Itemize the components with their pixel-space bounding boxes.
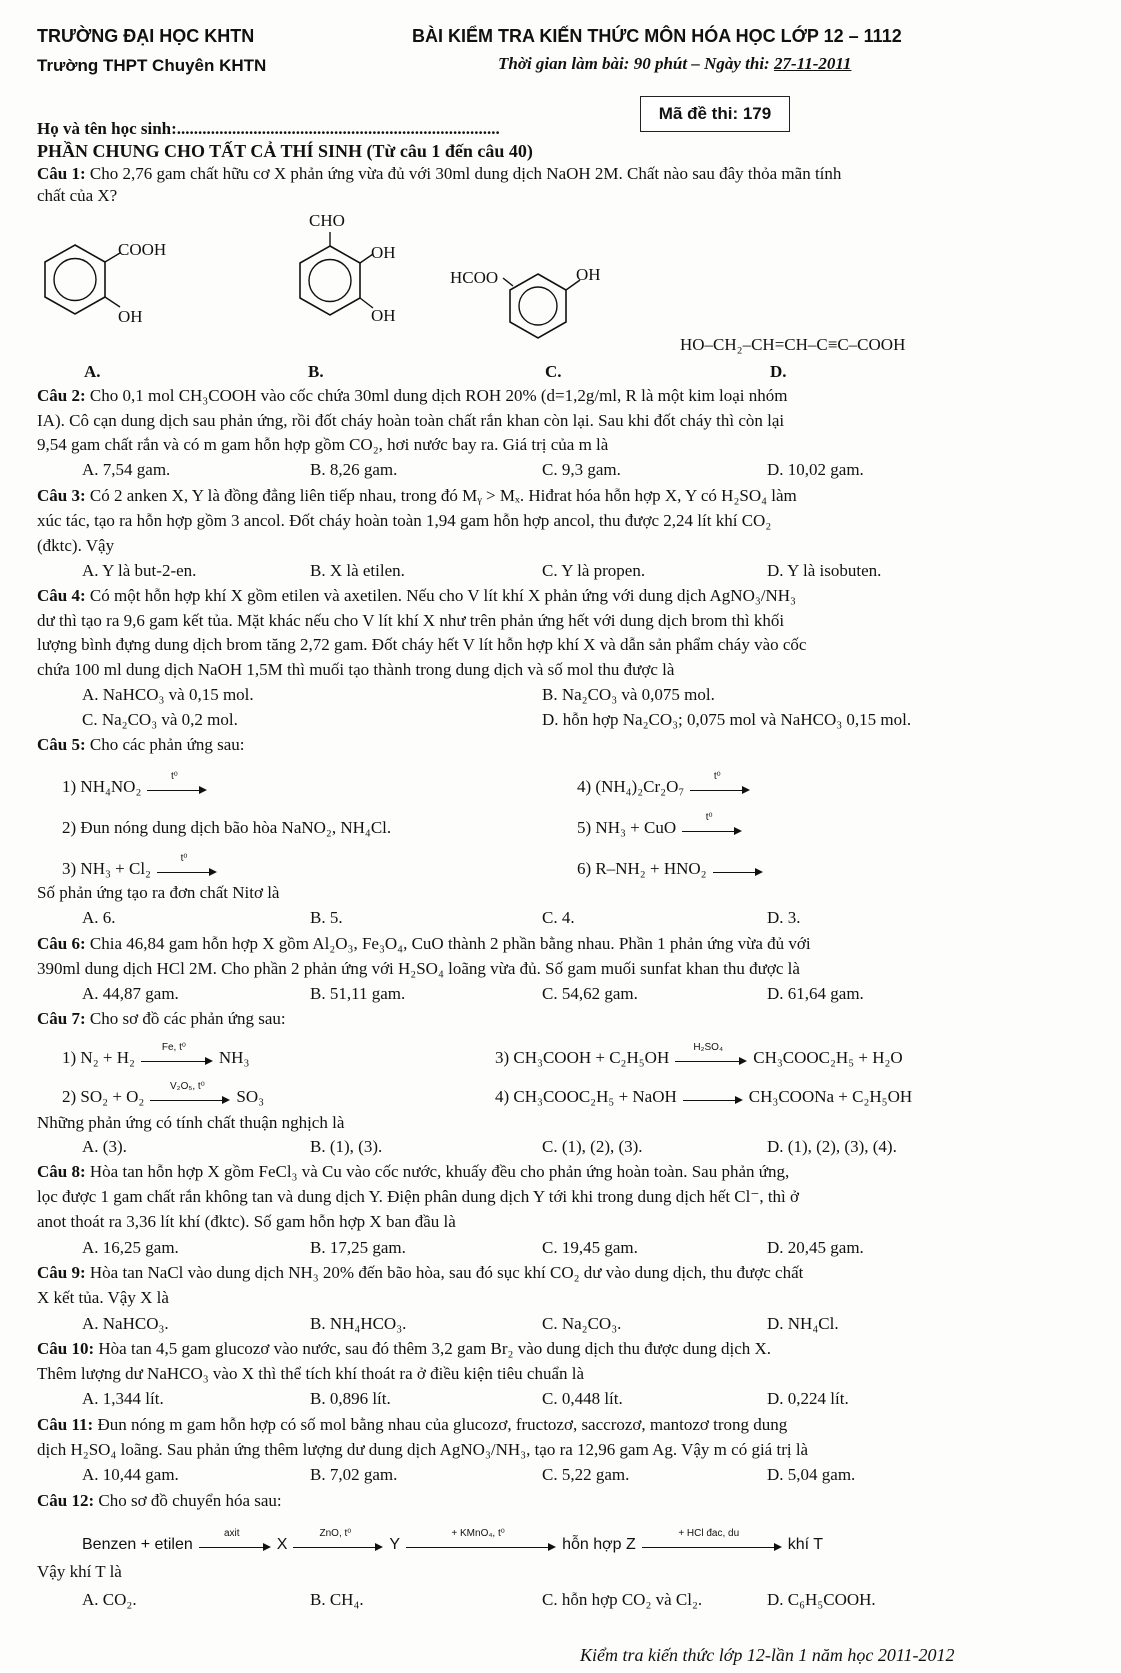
q12-opt-d[interactable]: D. C₆H₅COOH.	[767, 1590, 876, 1609]
q2-opt-c[interactable]: C. 9,3 gam.	[542, 460, 621, 479]
q7-line1	[37, 1008, 1087, 1029]
q9-opt-b[interactable]: B. NH₄HCO₃.	[310, 1314, 407, 1333]
q4-line2: dư thì tạo ra 9,6 gam kết tủa. Mặt khác nếu cho V lít khí X như trên phản ứng hết với dung dịch brom thì khối	[37, 611, 785, 630]
q1-text: Cho 2,76 gam chất hữu cơ X phản ứng vừa đủ với 30ml dung dịch NaOH 2M. Chất nào sau đây thỏa mãn tính	[85, 164, 842, 183]
q2-label: Câu 2:	[37, 386, 86, 405]
a-group-oh: OH	[118, 307, 143, 326]
q3-line2: xúc tác, tạo ra hỗn hợp gồm 3 ancol. Đốt cháy hoàn toàn 1,94 gam hỗn hợp ancol, thu được 2,24 lít khí CO₂	[37, 511, 772, 530]
arrow-cond: H₂SO₄	[693, 1042, 724, 1054]
q11-opt-a[interactable]: A. 10,44 gam.	[82, 1465, 179, 1484]
q3-label: Câu 3:	[37, 486, 86, 505]
q3-opt-c[interactable]: C. Y là propen.	[542, 561, 646, 580]
q7-r2-lhs: 2) SO₂ + O₂	[62, 1087, 145, 1106]
q4-text: Có một hỗn hợp khí X gồm etilen và axetilen. Nếu cho V lít khí X phản ứng với dung dịch AgNO₃/NH₃	[85, 586, 796, 605]
arrow-icon	[713, 863, 763, 877]
q3-line3: (đktc). Vậy	[37, 536, 115, 555]
q4-opt-c[interactable]: C. Na₂CO₃ và 0,2 mol.	[82, 710, 238, 729]
q5-line1	[37, 734, 1087, 755]
b-group-oh2: OH	[371, 306, 396, 325]
q7-label: Câu 7:	[37, 1009, 86, 1028]
q2-opt-b[interactable]: B. 8,26 gam.	[310, 460, 398, 479]
q3-opt-d[interactable]: D. Y là isobuten.	[767, 561, 882, 580]
q2-text: Cho 0,1 mol CH₃COOH vào cốc chứa 30ml dung dịch ROH 20% (d=1,2g/ml, R là một kim loại nhóm	[85, 386, 788, 405]
q12-opt-b[interactable]: B. CH₄.	[310, 1590, 364, 1609]
q6-opt-c[interactable]: C. 54,62 gam.	[542, 984, 638, 1003]
q5-label: Câu 5:	[37, 735, 86, 754]
q7-r1-rhs: NH₃	[218, 1048, 250, 1067]
q7-r4-rhs: CH₃COONa + C₂H₅OH	[748, 1087, 913, 1106]
structure-d: HO–CH₂–CH=CH–C≡C–COOH	[680, 335, 906, 354]
arrow-cond: + KMnO₄, t⁰	[451, 1527, 505, 1539]
q7-r2-rhs: SO₃	[236, 1087, 265, 1106]
q10-opt-a[interactable]: A. 1,344 lít.	[82, 1389, 164, 1408]
arrow-cond: V₂O₅, t⁰	[170, 1081, 205, 1093]
q10-line1	[37, 1338, 1087, 1359]
arrow-cond: t⁰	[713, 771, 721, 783]
q7-r3-rhs: CH₃COOC₂H₅ + H₂O	[753, 1048, 903, 1067]
q5-opt-b[interactable]: B. 5.	[310, 908, 343, 927]
q7-r3-lhs: 3) CH₃COOH + C₂H₅OH	[495, 1048, 670, 1067]
q4-opt-b[interactable]: B. Na₂CO₃ và 0,075 mol.	[542, 685, 715, 704]
q2-line1	[37, 385, 1087, 406]
q2-opt-d[interactable]: D. 10,02 gam.	[767, 460, 864, 479]
q12-opt-c[interactable]: C. hỗn hợp CO₂ và Cl₂.	[542, 1590, 703, 1609]
q8-line1	[37, 1161, 1087, 1182]
q2-line3: 9,54 gam chất rắn và có m gam hỗn hợp gồm CO₂, hơi nước bay ra. Giá trị của m là	[37, 435, 609, 454]
q8-opt-b[interactable]: B. 17,25 gam.	[310, 1238, 406, 1257]
q10-opt-d[interactable]: D. 0,224 lít.	[767, 1389, 849, 1408]
q7-reaction-4	[495, 1086, 912, 1107]
arrow-icon	[147, 771, 207, 795]
q11-text: Đun nóng m gam hỗn hợp có số mol bằng nhau của glucozơ, fructozơ, saccrozơ, mantozơ trong dung	[93, 1415, 788, 1434]
q7-r1-lhs: 1) N₂ + H₂	[62, 1048, 135, 1067]
arrow-icon	[406, 1527, 556, 1552]
q6-text: Chia 46,84 gam hỗn hợp X gồm Al₂O₃, Fe₃O₄, CuO thành 2 phần bằng nhau. Phần 1 phản ứng vừa đủ với	[85, 934, 811, 953]
q6-opt-d[interactable]: D. 61,64 gam.	[767, 984, 864, 1003]
q7-opt-b[interactable]: B. (1), (3).	[310, 1137, 383, 1156]
arrow-icon	[690, 771, 750, 795]
q8-line2: lọc được 1 gam chất rắn không tan và dung dịch Y. Điện phân dung dịch Y tới khi trong dung dịch hết Cl⁻, thì ở	[37, 1187, 800, 1206]
q5-r5-text: 5) NH₃ + CuO	[577, 818, 677, 837]
q5-opt-c[interactable]: C. 4.	[542, 908, 575, 927]
q1-label: Câu 1:	[37, 164, 86, 183]
exam-code-box: Mã đề thi: 179	[640, 96, 790, 132]
arrow-cond: t⁰	[180, 853, 188, 865]
q6-line2: 390ml dung dịch HCl 2M. Cho phần 2 phản ứng với H₂SO₄ loãng vừa đủ. Số gam muối sunfat khan thu được là	[37, 959, 800, 978]
q10-line2: Thêm lượng dư NaHCO₃ vào X thì thể tích khí thoát ra ở điều kiện tiêu chuẩn là	[37, 1364, 585, 1383]
q8-opt-a[interactable]: A. 16,25 gam.	[82, 1238, 179, 1257]
q10-opt-c[interactable]: C. 0,448 lít.	[542, 1389, 623, 1408]
q7-text: Cho sơ đồ các phản ứng sau:	[85, 1009, 286, 1028]
q4-line3: lượng bình đựng dung dịch brom tăng 2,72 gam. Đốt cháy hết V lít hỗn hợp khí X và dẫn sản phẩm cháy vào cốc	[37, 635, 807, 654]
q1-opt-a[interactable]: A.	[84, 362, 101, 381]
scheme-start: Benzen + etilen	[82, 1536, 193, 1553]
q6-opt-a[interactable]: A. 44,87 gam.	[82, 984, 179, 1003]
q5-text: Cho các phản ứng sau:	[85, 735, 245, 754]
q4-opt-d[interactable]: D. hỗn hợp Na₂CO₃; 0,075 mol và NaHCO₃ 0,15 mol.	[542, 710, 912, 729]
q9-line2: X kết tủa. Vậy X là	[37, 1288, 169, 1307]
q8-opt-c[interactable]: C. 19,45 gam.	[542, 1238, 638, 1257]
structure-c	[448, 258, 678, 368]
q5-opt-a[interactable]: A. 6.	[82, 908, 116, 927]
exam-date: 27-11-2011	[773, 54, 852, 73]
q2-opt-a[interactable]: A. 7,54 gam.	[82, 460, 171, 479]
q5-reaction-1	[62, 771, 213, 797]
q8-line3: anot thoát ra 3,36 lít khí (đktc). Số gam hỗn hợp X ban đầu là	[37, 1212, 456, 1231]
q4-opt-a[interactable]: A. NaHCO₃ và 0,15 mol.	[82, 685, 254, 704]
q11-opt-b[interactable]: B. 7,02 gam.	[310, 1465, 398, 1484]
scheme-y: Y	[389, 1536, 401, 1553]
b-group-cho: CHO	[309, 211, 345, 230]
q5-opt-d[interactable]: D. 3.	[767, 908, 801, 927]
q9-opt-a[interactable]: A. NaHCO₃.	[82, 1314, 169, 1333]
exam-time	[498, 53, 851, 74]
q7-reaction-3	[495, 1042, 903, 1068]
b-group-oh1: OH	[371, 243, 396, 262]
structure-a	[30, 235, 230, 355]
q7-opt-a[interactable]: A. (3).	[82, 1137, 127, 1156]
arrow-icon	[141, 1042, 213, 1066]
arrow-cond: t⁰	[705, 812, 713, 824]
q6-opt-b[interactable]: B. 51,11 gam.	[310, 984, 406, 1003]
q11-opt-c[interactable]: C. 5,22 gam.	[542, 1465, 630, 1484]
arrow-cond: Fe, t⁰	[161, 1042, 186, 1054]
q4-line1	[37, 585, 1087, 606]
q1-opt-d[interactable]: D.	[770, 362, 787, 381]
q5-r3-text: 3) NH₃ + Cl₂	[62, 859, 151, 878]
q9-line1	[37, 1262, 1087, 1283]
q12-scheme	[82, 1527, 824, 1555]
q7-opt-c[interactable]: C. (1), (2), (3).	[542, 1137, 643, 1156]
q5-reaction-4	[577, 771, 756, 797]
arrow-icon	[642, 1527, 782, 1552]
arrow-icon	[683, 1091, 743, 1105]
scheme-z: hỗn hợp Z	[562, 1536, 636, 1553]
q8-opt-d[interactable]: D. 20,45 gam.	[767, 1238, 864, 1257]
q10-text: Hòa tan 4,5 gam glucozơ vào nước, sau đó thêm 3,2 gam Br₂ vào dung dịch thu được dung dịch X.	[94, 1339, 772, 1358]
subschool-name: Trường THPT Chuyên KHTN	[37, 56, 267, 75]
q9-opt-d[interactable]: D. NH₄Cl.	[767, 1314, 839, 1333]
structure-b	[285, 208, 455, 358]
q6-line1	[37, 933, 1087, 954]
q12-label: Câu 12:	[37, 1491, 95, 1510]
q12-text: Cho sơ đồ chuyển hóa sau:	[94, 1491, 282, 1510]
q8-text: Hòa tan hỗn hợp X gồm FeCl₃ và Cu vào cốc nước, khuấy đều cho phản ứng hoàn toàn. Sau phản ứng,	[85, 1162, 790, 1181]
exam-title: BÀI KIỂM TRA KIẾN THỨC MÔN HÓA HỌC LỚP 12 – 1112	[412, 26, 902, 46]
q5-reaction-5	[577, 812, 748, 838]
q11-label: Câu 11:	[37, 1415, 94, 1434]
q7-reaction-1	[62, 1042, 250, 1068]
page-footer: Kiểm tra kiến thức lớp 12-lần 1 năm học 2011-2012	[580, 1645, 955, 1665]
q3-text: Có 2 anken X, Y là đồng đẳng liên tiếp nhau, trong đó Mᵧ > Mₓ. Hiđrat hóa hỗn hợp X, Y có H₂SO₄ làm	[85, 486, 797, 505]
scheme-x: X	[276, 1536, 288, 1553]
c-group-oh: OH	[576, 265, 601, 284]
a-group-cooh: COOH	[118, 240, 167, 259]
arrow-icon	[675, 1042, 747, 1066]
q7-opt-d[interactable]: D. (1), (2), (3), (4).	[767, 1137, 897, 1156]
arrow-icon	[199, 1527, 271, 1552]
q9-text: Hòa tan NaCl vào dung dịch NH₃ 20% đến bão hòa, sau đó sục khí CO₂ dư vào dung dịch, thu được chất	[85, 1263, 804, 1282]
q3-opt-b[interactable]: B. X là etilen.	[310, 561, 405, 580]
q10-opt-b[interactable]: B. 0,896 lít.	[310, 1389, 391, 1408]
q1-opt-c[interactable]: C.	[545, 362, 562, 381]
q1-line1	[37, 163, 1087, 184]
scheme-t: khí T	[787, 1536, 824, 1553]
q4-label: Câu 4:	[37, 586, 86, 605]
arrow-icon	[150, 1081, 230, 1105]
arrow-icon	[293, 1527, 383, 1552]
q6-label: Câu 6:	[37, 934, 86, 953]
q1-line2: chất của X?	[37, 186, 118, 205]
q5-r4-text: 4) (NH₄)₂Cr₂O₇	[577, 777, 685, 796]
arrow-cond: + HCl đac, du	[678, 1527, 740, 1539]
q12-line2: Vậy khí T là	[37, 1562, 122, 1581]
q4-line4: chứa 100 ml dung dịch NaOH 1,5M thì muối tạo thành trong dung dịch và số mol thu được là	[37, 660, 675, 679]
q11-line1	[37, 1414, 1087, 1435]
q11-line2: dịch H₂SO₄ loãng. Sau phản ứng thêm lượng dư dung dịch AgNO₃/NH₃, tạo ra 12,96 gam Ag. Vậy m có giá trị là	[37, 1440, 809, 1459]
q3-opt-a[interactable]: A. Y là but-2-en.	[82, 561, 197, 580]
arrow-icon	[157, 853, 217, 877]
q5-r1-text: 1) NH₄NO₂	[62, 777, 142, 796]
q10-label: Câu 10:	[37, 1339, 95, 1358]
time-text: Thời gian làm bài: 90 phút – Ngày thi:	[498, 54, 774, 73]
student-name-line: Họ và tên học sinh:............................................................................	[37, 119, 500, 138]
school-name: TRƯỜNG ĐẠI HỌC KHTN	[37, 26, 255, 46]
q11-opt-d[interactable]: D. 5,04 gam.	[767, 1465, 856, 1484]
q8-label: Câu 8:	[37, 1162, 86, 1181]
q12-line1	[37, 1490, 1087, 1511]
q7-r4-lhs: 4) CH₃COOC₂H₅ + NaOH	[495, 1087, 677, 1106]
q1-opt-b[interactable]: B.	[308, 362, 324, 381]
c-group-hcoo: HCOO	[450, 268, 499, 287]
q7-reaction-2	[62, 1081, 265, 1107]
q9-label: Câu 9:	[37, 1263, 86, 1282]
q5-reaction-3	[62, 853, 223, 879]
q3-line1	[37, 485, 1087, 506]
arrow-cond: ZnO, t⁰	[319, 1527, 352, 1539]
q5-reaction-6	[577, 858, 769, 879]
arrow-icon	[682, 812, 742, 836]
q9-opt-c[interactable]: C. Na₂CO₃.	[542, 1314, 622, 1333]
arrow-cond: t⁰	[170, 771, 178, 783]
arrow-cond: axit	[223, 1527, 240, 1539]
q2-line2: IA). Cô cạn dung dịch sau phản ứng, rồi đốt cháy hoàn toàn chất rắn khan còn lại. Sau khi đốt cháy thì còn lại	[37, 411, 785, 430]
section-title: PHẦN CHUNG CHO TẤT CẢ THÍ SINH (Từ câu 1 đến câu 40)	[37, 141, 533, 161]
q12-opt-a[interactable]: A. CO₂.	[82, 1590, 137, 1609]
q5-r6-text: 6) R–NH₂ + HNO₂	[577, 859, 707, 878]
q7-line2: Những phản ứng có tính chất thuận nghịch là	[37, 1113, 345, 1132]
q5-line2: Số phản ứng tạo ra đơn chất Nitơ là	[37, 883, 280, 902]
q5-reaction-2: 2) Đun nóng dung dịch bão hòa NaNO₂, NH₄Cl.	[62, 818, 392, 837]
